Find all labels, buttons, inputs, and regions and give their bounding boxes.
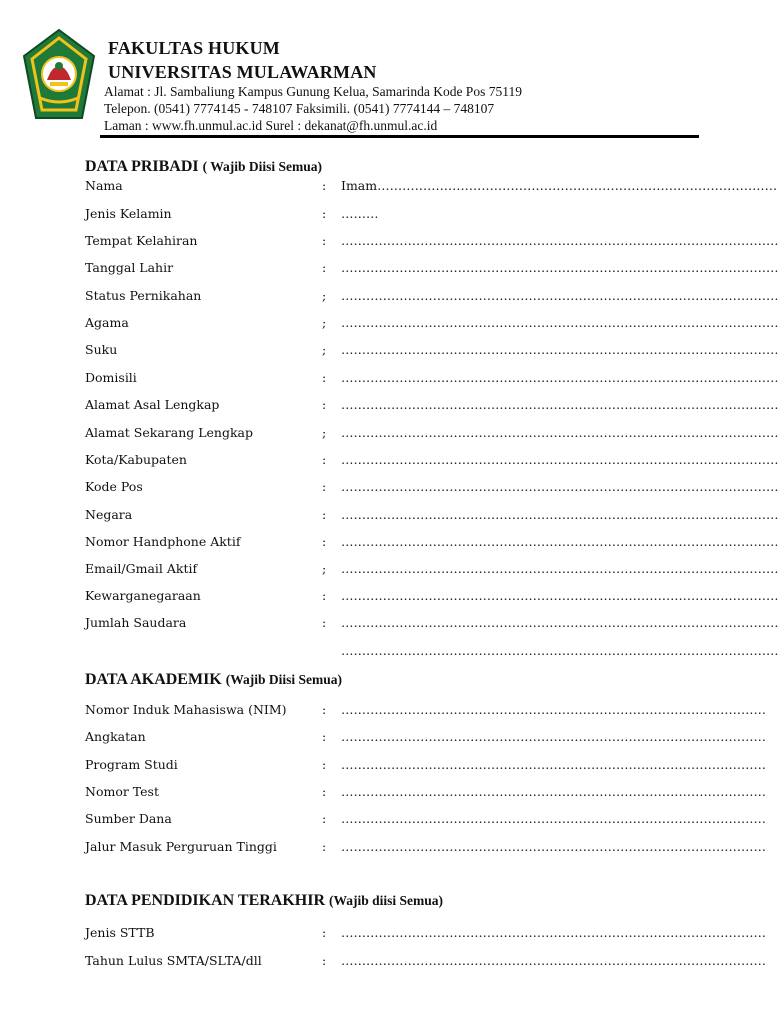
- field-separator: ;: [322, 288, 327, 303]
- section-heading: DATA PENDIDIKAN TERAKHIR: [85, 892, 330, 909]
- section-note: (Wajib diisi Semua): [329, 893, 444, 908]
- field-value[interactable]: ……………………………………………………………………………………………: [341, 615, 779, 630]
- field-separator: :: [322, 260, 327, 275]
- field-label: Nomor Handphone Aktif: [85, 534, 241, 549]
- phone-line: Telepon. (0541) 7774145 - 748107 Faksimili. (0541) 7774144 – 748107: [104, 101, 495, 116]
- field-label: Suku: [85, 342, 118, 357]
- field-row-kode-pos[interactable]: [85, 479, 779, 499]
- section-heading: DATA AKADEMIK: [85, 671, 226, 688]
- field-label: Angkatan: [85, 729, 146, 744]
- field-label: Alamat Asal Lengkap: [85, 397, 220, 412]
- field-label: Nomor Induk Mahasiswa (NIM): [85, 702, 287, 717]
- field-label: Agama: [85, 315, 129, 330]
- field-separator: :: [322, 588, 327, 603]
- field-row-program-studi[interactable]: [85, 757, 766, 777]
- field-row-tahun-lulus[interactable]: [85, 953, 766, 973]
- field-row-sumber-dana[interactable]: [85, 811, 766, 831]
- field-label: Nama: [85, 178, 123, 193]
- field-value[interactable]: Imam……………………………………………………………………………………: [341, 178, 778, 193]
- field-value[interactable]: ……………………………………………………………………………………………: [341, 260, 779, 275]
- field-label: Jenis STTB: [85, 925, 155, 940]
- field-label: Kota/Kabupaten: [85, 452, 187, 467]
- field-value[interactable]: …………………………………………………………………………………………: [341, 702, 766, 717]
- field-row-agama[interactable]: [85, 315, 779, 335]
- section-title-academic: [85, 671, 342, 689]
- field-row-domisili[interactable]: [85, 370, 779, 390]
- continuation-line[interactable]: ……………………………………………………………………………………………: [341, 643, 779, 658]
- field-row-negara[interactable]: [85, 507, 779, 527]
- field-row-jumlah-saudara[interactable]: [85, 615, 779, 635]
- field-separator: :: [322, 615, 327, 630]
- field-label: Domisili: [85, 370, 137, 385]
- field-value[interactable]: ……………………………………………………………………………………………: [341, 315, 779, 330]
- field-row-tanggal-lahir[interactable]: [85, 260, 779, 280]
- field-label: Email/Gmail Aktif: [85, 561, 198, 576]
- field-value[interactable]: …………………………………………………………………………………………: [341, 811, 766, 826]
- field-row-jenis-kelamin[interactable]: [85, 206, 745, 226]
- field-separator: :: [322, 702, 327, 717]
- field-value[interactable]: ……………………………………………………………………………………………: [341, 588, 779, 603]
- field-value[interactable]: …………………………………………………………………………………………: [341, 784, 766, 799]
- university-name: UNIVERSITAS MULAWARMAN: [108, 62, 377, 82]
- field-row-nama[interactable]: [85, 178, 778, 198]
- field-separator: :: [322, 925, 327, 940]
- field-value[interactable]: ……………………………………………………………………………………………: [341, 452, 779, 467]
- field-separator: :: [322, 729, 327, 744]
- field-label: Sumber Dana: [85, 811, 172, 826]
- address-line: Alamat : Jl. Sambaliung Kampus Gunung Kelua, Samarinda Kode Pos 75119: [104, 84, 522, 99]
- section-title-education: [85, 892, 443, 910]
- field-separator: :: [322, 534, 327, 549]
- field-separator: :: [322, 178, 327, 193]
- field-row-nomor-test[interactable]: [85, 784, 766, 804]
- letterhead: [0, 0, 768, 140]
- section-title-personal: [85, 158, 322, 176]
- section-note: (Wajib Diisi Semua): [225, 672, 343, 687]
- field-row-angkatan[interactable]: [85, 729, 766, 749]
- field-row-nomor-handphone[interactable]: [85, 534, 779, 554]
- field-row-status-pernikahan[interactable]: [85, 288, 779, 308]
- field-separator: :: [322, 479, 327, 494]
- field-row-alamat-asal[interactable]: [85, 397, 779, 417]
- faculty-name: FAKULTAS HUKUM: [108, 38, 280, 58]
- field-separator: :: [322, 206, 327, 221]
- field-row-alamat-sekarang[interactable]: [85, 425, 779, 445]
- field-separator: ;: [322, 342, 327, 357]
- field-row-kewarganegaraan[interactable]: [85, 588, 779, 608]
- field-label: Tahun Lulus SMTA/SLTA/dll: [85, 953, 262, 968]
- field-row-tempat-kelahiran[interactable]: [85, 233, 779, 253]
- header-divider: [100, 135, 699, 138]
- field-label: Jalur Masuk Perguruan Tinggi: [85, 839, 277, 854]
- field-value[interactable]: ……………………………………………………………………………………………: [341, 342, 779, 357]
- field-value[interactable]: …………………………………………………………………………………………: [341, 729, 766, 744]
- field-value[interactable]: ……………………………………………………………………………………………: [341, 534, 779, 549]
- field-label: Jenis Kelamin: [85, 206, 172, 221]
- field-value[interactable]: …………………………………………………………………………………………: [341, 839, 766, 854]
- field-row-suku[interactable]: [85, 342, 779, 362]
- field-separator: :: [322, 370, 327, 385]
- field-separator: :: [322, 757, 327, 772]
- field-value[interactable]: ……………………………………………………………………………………………: [341, 561, 779, 576]
- field-separator: :: [322, 953, 327, 968]
- field-separator: :: [322, 507, 327, 522]
- field-value[interactable]: …………………………………………………………………………………………: [341, 925, 766, 940]
- field-value[interactable]: ……………………………………………………………………………………………: [341, 397, 779, 412]
- field-label: Status Pernikahan: [85, 288, 202, 303]
- field-separator: ;: [322, 561, 327, 576]
- field-label: Kewarganegaraan: [85, 588, 201, 603]
- field-row-kota-kabupaten[interactable]: [85, 452, 779, 472]
- field-value[interactable]: ……………………………………………………………………………………………: [341, 233, 779, 248]
- field-row-jalur-masuk[interactable]: [85, 839, 766, 859]
- field-value[interactable]: …………………………………………………………………………………………: [341, 757, 766, 772]
- field-label: Tempat Kelahiran: [85, 233, 198, 248]
- field-label: Nomor Test: [85, 784, 159, 799]
- field-value[interactable]: ………: [341, 206, 379, 221]
- web-line: Laman : www.fh.unmul.ac.id Surel : dekanat@fh.unmul.ac.id: [104, 118, 438, 133]
- field-label: Tanggal Lahir: [85, 260, 174, 275]
- field-value[interactable]: ……………………………………………………………………………………………: [341, 479, 779, 494]
- field-separator: :: [322, 784, 327, 799]
- field-label: Alamat Sekarang Lengkap: [85, 425, 253, 440]
- field-row-jenis-sttb[interactable]: [85, 925, 766, 945]
- field-label: Program Studi: [85, 757, 178, 772]
- field-separator: :: [322, 839, 327, 854]
- field-separator: :: [322, 452, 327, 467]
- field-separator: :: [322, 233, 327, 248]
- field-label: Kode Pos: [85, 479, 143, 494]
- field-label: Negara: [85, 507, 133, 522]
- field-value[interactable]: …………………………………………………………………………………………: [341, 953, 766, 968]
- field-label: Jumlah Saudara: [85, 615, 187, 630]
- field-value[interactable]: ……………………………………………………………………………………………: [341, 507, 779, 522]
- field-separator: :: [322, 397, 327, 412]
- field-value[interactable]: ……………………………………………………………………………………………: [341, 288, 779, 303]
- field-row-nim[interactable]: [85, 702, 766, 722]
- field-row-email[interactable]: [85, 561, 779, 581]
- field-value[interactable]: ……………………………………………………………………………………………: [341, 425, 779, 440]
- section-heading: DATA PRIBADI: [85, 158, 203, 175]
- field-separator: :: [322, 811, 327, 826]
- field-separator: ;: [322, 425, 327, 440]
- field-separator: ;: [322, 315, 327, 330]
- section-note: ( Wajib Diisi Semua): [202, 159, 323, 174]
- field-value[interactable]: ……………………………………………………………………………………………: [341, 370, 779, 385]
- university-logo-icon: [20, 28, 98, 120]
